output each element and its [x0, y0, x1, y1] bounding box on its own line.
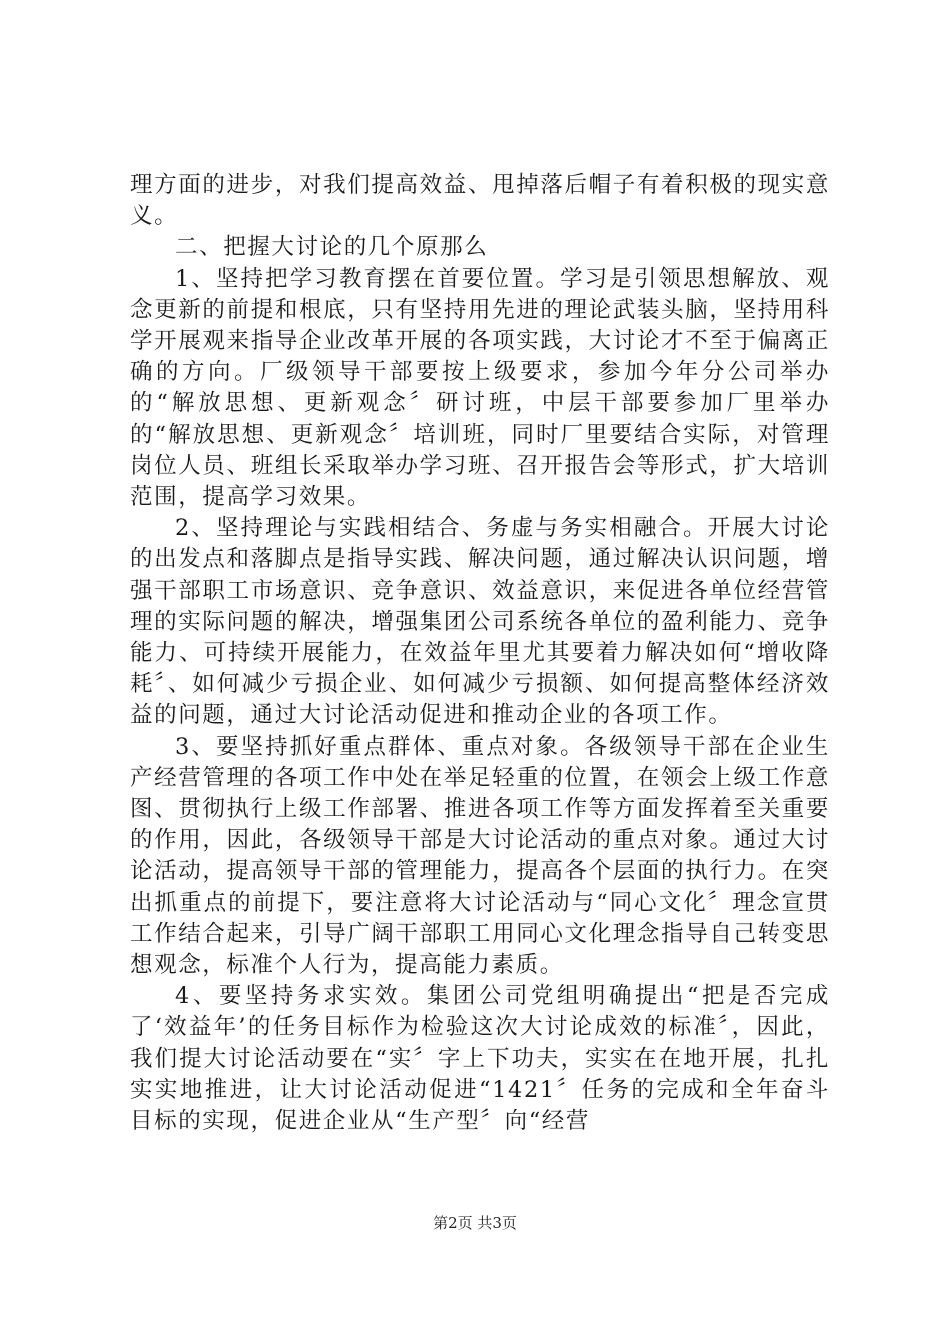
paragraph-principle-4: 4、要坚持务求实效。集团公司党组明确提出“把是否完成了‘效益年’的任务目标作为检验这次大讨论成效的标准〞，因此，我们提大讨论活动要在“实〞字上下功夫，实实在在地开展，扎扎实实地推进，让大讨论活动促进“1421〞任务的完成和全年奋斗目标的实现，促进企业从“生产型〞向“经营 — [130, 983, 830, 1135]
paragraph-continuation: 理方面的进步，对我们提高效益、甩掉落后帽子有着积极的现实意义。 — [130, 172, 830, 230]
paragraph-principle-1: 1、坚持把学习教育摆在首要位置。学习是引领思想解放、观念更新的前提和根底，只有坚持用先进的理论武装头脑，坚持用科学开展观来指导企业改革开展的各项实践，大讨论才不至于偏离正确的方向。厂级领导干部要按上级要求，参加今年分公司举办的“解放思想、更新观念〞研讨班，中层干部要参加厂里举办的“解放思想、更新观念〞培训班，同时厂里要结合实际，对管理岗位人员、班组长采取举办学习班、召开报告会等形式，扩大培训范围，提高学习效果。 — [130, 265, 830, 511]
document-body — [130, 170, 830, 1137]
paragraph-principle-3: 3、要坚持抓好重点群体、重点对象。各级领导干部在企业生产经营管理的各项工作中处在举足轻重的位置，在领会上级工作意图、贯彻执行上级工作部署、推进各项工作等方面发挥着至关重要的作用，因此，各级领导干部是大讨论活动的重点对象。通过大讨论活动，提高领导干部的管理能力，提高各个层面的执行力。在突出抓重点的前提下，要注意将大讨论活动与“同心文化〞理念宣贯工作结合起来，引导广阔干部职工用同心文化理念指导自己转变思想观念，标准个人行为，提高能力素质。 — [130, 733, 830, 979]
page-number-footer: 第2页 共3页 — [433, 1214, 517, 1232]
paragraph-principle-2: 2、坚持理论与实践相结合、务虚与务实相融合。开展大讨论的出发点和落脚点是指导实践、解决问题，通过解决认识问题，增强干部职工市场意识、竞争意识、效益意识，来促进各单位经营管理的实际问题的解决，增强集团公司系统各单位的盈利能力、竞争能力、可持续开展能力，在效益年里尤其要着力解决如何“增收降耗〞、如何减少亏损企业、如何减少亏损额、如何提高整体经济效益的问题，通过大讨论活动促进和推动企业的各项工作。 — [130, 515, 830, 729]
section-heading: 二、把握大讨论的几个原那么 — [175, 234, 489, 261]
